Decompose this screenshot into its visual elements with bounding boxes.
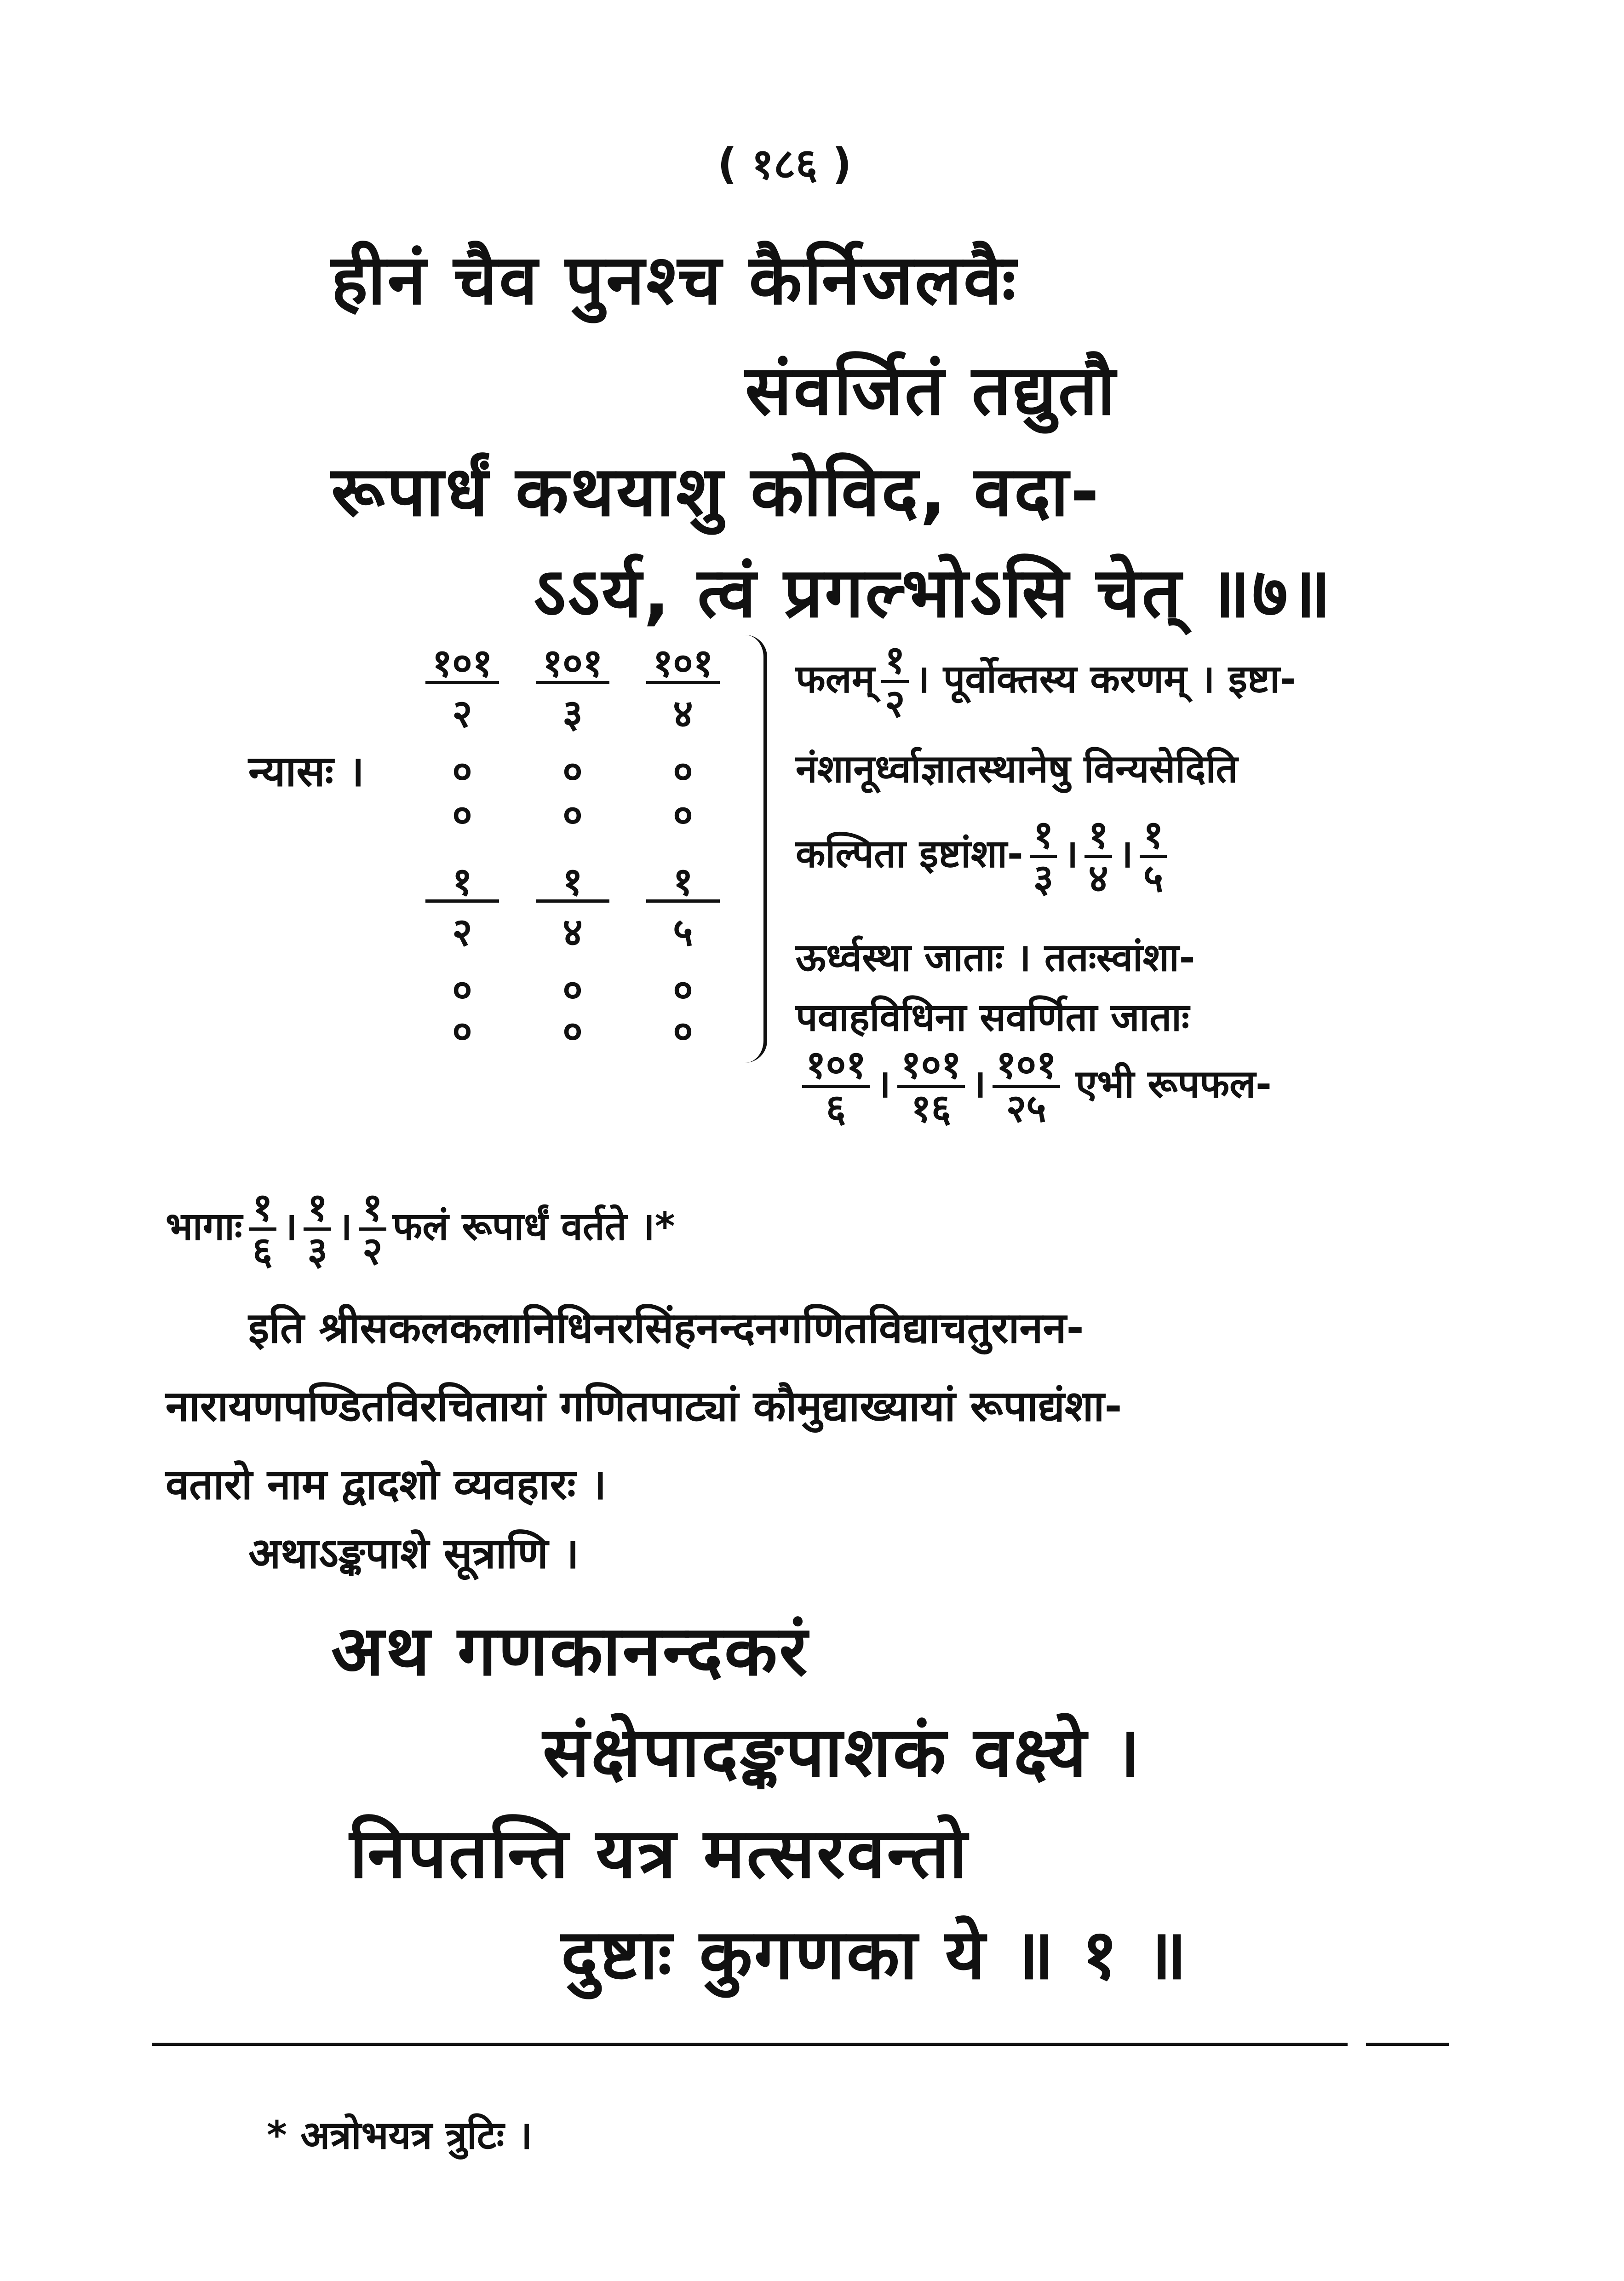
nyasa-brace [745,635,767,1063]
nyasa-zero: ० [562,792,583,837]
fraction-den: ५ [1143,856,1164,901]
bhaga-line [166,1185,675,1274]
intro-line: अथाऽङ्कपाशे सूत्राणि । [248,1529,579,1578]
verse7-line1: हीनं चैव पुनश्च कैर्निजलवैः [331,240,1018,320]
phalam-text: फलम् [796,656,875,702]
fraction-den: ६ [826,1086,846,1131]
fraction [249,1185,276,1274]
fraction-num: १ [1030,814,1057,858]
danda: । [338,1204,352,1249]
fraction [802,1044,870,1129]
nyasa-bottom-num: १ [673,859,693,904]
fraction-num: १ [881,639,909,683]
footnote-rule [152,2043,1348,2046]
verse1-line1: अथ गणकानन्दकरं [331,1611,809,1691]
karanam-text: । पूर्वोक्तस्य करणम् । इष्टा- [915,656,1296,702]
fraction [1085,814,1112,899]
verse7-line2: संवर्जितं तद्युतौ [745,351,1118,431]
colophon-line-3: वतारो नाम द्वादशो व्यवहारः । [166,1460,607,1509]
fraction-bar [425,899,499,903]
verse7-line3: रूपार्धं कथयाशु कोविद, वदा- [331,452,1101,532]
footnote-rule-segment [1366,2043,1449,2046]
verse7-line4: ऽऽर्य, त्वं प्रगल्भोऽसि चेत् ॥७॥ [534,553,1333,633]
nyasa-zero: ० [562,1008,583,1054]
fraction-num: १ [359,1187,386,1231]
nyasa-top-den: ३ [562,691,583,736]
nyasa-zero: ० [452,749,472,794]
fraction [359,1185,386,1274]
nyasa-top-den: २ [452,691,472,736]
fraction [304,1185,331,1274]
right-line-3 [796,814,1173,899]
bhaga-text: भागाः [166,1204,242,1249]
fraction [993,1044,1060,1129]
fraction-bar [646,681,720,684]
nyasa-bottom-den: २ [452,910,472,955]
danda: । [971,1061,986,1106]
fraction-bar [646,899,720,903]
fraction-bar [536,681,609,684]
nyasa-bottom-num: १ [452,859,472,904]
nyasa-zero: ० [673,967,693,1012]
danda: । [282,1204,298,1249]
right-line-2: नंशानूर्ध्वाज्ञातस्थानेषु विन्यसेदिति [796,746,1238,791]
nyasa-zero: ० [562,967,583,1012]
nyasa-zero: ० [452,792,472,837]
ebhi-text: एभी रूपफल- [1075,1061,1272,1106]
fraction-den: ३ [1033,856,1054,901]
right-line-1 [796,639,1296,724]
nyasa-top-num: १०१ [653,640,713,685]
nyasa-zero: ० [673,792,693,837]
fraction-den: २५ [1006,1086,1046,1131]
fraction-den: ६ [252,1228,273,1274]
nyasa-label: न्यासः । [248,747,365,796]
nyasa-top-den: ४ [673,691,693,736]
nyasa-zero: ० [452,1008,472,1054]
footnote: * अत्रोभयत्र त्रुटिः । [267,2113,533,2158]
fraction [881,639,909,724]
fraction-num: १ [249,1187,276,1231]
fraction [897,1044,965,1129]
fraction-den: २ [362,1228,383,1274]
fraction [1030,814,1057,899]
fraction-den: ३ [307,1228,328,1274]
fraction-num: १०१ [802,1044,870,1088]
fraction-den: २ [884,681,905,726]
fraction-num: १०१ [897,1044,965,1088]
fraction-den: १६ [911,1086,952,1131]
colophon-line-2: नारायणपण्डितविरचितायां गणितपाट्यां कौमुद्याख्यायां रूपाद्यंशा- [166,1382,1122,1431]
nyasa-zero: ० [673,1008,693,1054]
nyasa-zero: ० [562,749,583,794]
nyasa-bottom-den: ५ [673,910,693,955]
verse1-line4: दुष्टाः कुगणका ये ॥ १ ॥ [561,1915,1189,1995]
danda: । [1118,831,1133,876]
colophon-line-1: इति श्रीसकलकलानिधिनरसिंहनन्दनगणितविद्याचतुरानन- [248,1303,1084,1353]
nyasa-top-num: १०१ [542,640,603,685]
nyasa-top-num: १०१ [432,640,493,685]
nyasa-zero: ० [452,967,472,1012]
fraction [1140,814,1167,899]
fraction-num: १ [304,1187,331,1231]
kalpita-text: कल्पिता इष्टांशा- [796,831,1023,876]
phalam-rupardha-text: फलं रूपार्धं वर्तते ।* [392,1204,675,1249]
right-line-4: ऊर्ध्वस्था जाताः । ततःस्वांशा- [796,935,1195,980]
right-line-6 [796,1044,1272,1129]
fraction-den: ४ [1088,856,1108,901]
verse1-line3: निपतन्ति यत्र मत्सरवन्तो [350,1814,969,1894]
nyasa-zero: ० [673,749,693,794]
right-line-5: पवाहविधिना सवर्णिता जाताः [796,995,1189,1040]
fraction-bar [425,681,499,684]
page-number: ( १८६ ) [717,139,852,189]
danda: । [876,1061,891,1106]
verse1-line2: संक्षेपादङ्कपाशकं वक्ष्ये । [543,1712,1142,1792]
danda: । [1063,831,1079,876]
nyasa-bottom-den: ४ [562,910,583,955]
fraction-bar [536,899,609,903]
fraction-num: १ [1140,814,1167,858]
nyasa-bottom-num: १ [562,859,583,904]
fraction-num: १०१ [993,1044,1060,1088]
fraction-num: १ [1085,814,1112,858]
